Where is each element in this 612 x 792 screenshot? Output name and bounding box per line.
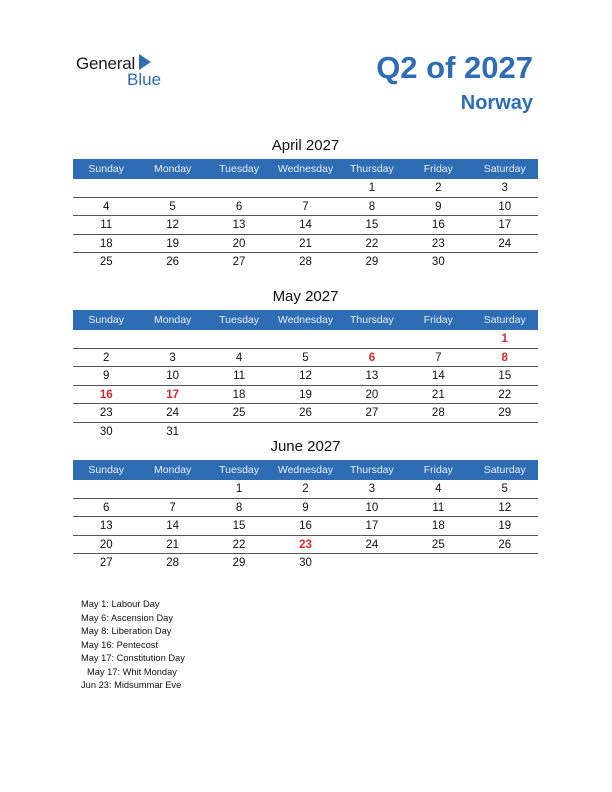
weekday-label: Monday — [153, 163, 192, 175]
day-cell: 30 — [431, 256, 445, 268]
day-cell: 28 — [299, 256, 312, 268]
day-cell: 26 — [498, 538, 512, 551]
holiday-day-cell: 16 — [99, 388, 113, 401]
day-cell: 10 — [166, 370, 180, 382]
month-june — [73, 438, 538, 572]
day-cell: 23 — [99, 407, 113, 419]
day-cell: 22 — [365, 237, 379, 250]
week-row — [73, 330, 538, 349]
day-cell: 11 — [100, 219, 113, 231]
week-row — [73, 367, 538, 386]
day-cell — [405, 554, 471, 572]
weekday-label: Friday — [423, 314, 453, 326]
day-cell — [139, 330, 205, 348]
day-cell: 10 — [365, 501, 379, 514]
weekday-label: Thursday — [350, 464, 394, 476]
day-cell: 7 — [169, 501, 176, 514]
brand-name-blue: Blue — [127, 70, 162, 89]
day-cell — [472, 253, 538, 271]
weekday-label: Wednesday — [277, 314, 334, 326]
day-cell: 7 — [302, 200, 309, 213]
month-title: June 2027 — [270, 438, 341, 455]
day-cell: 6 — [103, 501, 110, 514]
week-row — [73, 554, 538, 572]
week-row — [73, 480, 538, 499]
day-cell: 7 — [435, 351, 442, 364]
holiday-day-cell: 6 — [368, 351, 376, 364]
month-title: May 2027 — [272, 288, 339, 305]
holiday-day-cell: 17 — [166, 388, 180, 401]
day-cell: 25 — [232, 407, 246, 419]
day-cell — [339, 330, 405, 348]
weekday-label: Tuesday — [219, 314, 259, 326]
day-cell: 21 — [299, 237, 312, 250]
holiday-list — [81, 598, 185, 693]
day-cell: 4 — [435, 483, 442, 495]
weekday-label: Saturday — [483, 163, 526, 175]
day-cell: 22 — [498, 388, 512, 401]
day-cell: 27 — [232, 256, 246, 268]
day-cell: 24 — [498, 237, 512, 250]
day-cell: 18 — [232, 388, 246, 401]
day-cell: 21 — [166, 538, 180, 551]
day-cell: 13 — [99, 520, 113, 532]
weekday-header — [73, 460, 538, 480]
day-cell: 2 — [435, 182, 442, 194]
day-cell: 27 — [365, 407, 379, 419]
day-cell: 20 — [232, 237, 246, 250]
day-cell: 17 — [498, 219, 512, 231]
day-cell: 17 — [365, 520, 379, 532]
day-cell: 11 — [233, 370, 246, 382]
day-cell: 12 — [299, 370, 312, 382]
day-cell: 29 — [498, 407, 512, 419]
day-cell: 5 — [501, 483, 508, 495]
weekday-label: Tuesday — [219, 163, 259, 175]
weekday-label: Thursday — [350, 163, 394, 175]
week-row — [73, 216, 538, 235]
day-cell: 24 — [365, 538, 379, 551]
day-cell: 14 — [166, 520, 180, 532]
day-cell: 3 — [501, 182, 508, 194]
holiday-item: May 8: Liberation Day — [81, 626, 172, 636]
day-cell — [73, 179, 139, 197]
page-title: Q2 of 2027 — [376, 50, 533, 85]
day-cell: 16 — [431, 219, 445, 231]
day-cell — [472, 554, 538, 572]
day-cell: 5 — [169, 200, 176, 213]
weekday-label: Sunday — [88, 163, 125, 175]
weekday-label: Sunday — [88, 464, 125, 476]
weekday-label: Wednesday — [277, 464, 334, 476]
day-cell: 4 — [103, 200, 110, 213]
day-cell: 12 — [166, 219, 180, 231]
day-cell: 25 — [99, 256, 113, 268]
day-cell: 10 — [498, 200, 512, 213]
week-row — [73, 198, 538, 217]
day-cell: 19 — [166, 237, 180, 250]
day-cell: 23 — [431, 237, 445, 250]
day-cell — [139, 179, 205, 197]
holiday-item: May 17: Whit Monday — [87, 666, 177, 677]
day-cell: 27 — [99, 557, 113, 569]
day-cell: 3 — [368, 483, 376, 495]
day-cell: 29 — [232, 557, 246, 569]
day-cell: 15 — [232, 520, 246, 532]
holiday-item: May 6: Ascension Day — [81, 612, 173, 623]
weekday-label: Friday — [423, 163, 453, 175]
day-cell: 16 — [299, 520, 312, 532]
weekday-label: Saturday — [483, 464, 526, 476]
weekday-label: Thursday — [350, 314, 394, 326]
week-row — [73, 536, 538, 555]
brand-name-general: General — [76, 54, 136, 73]
week-row — [73, 499, 538, 518]
day-cell: 6 — [235, 200, 243, 213]
day-cell: 3 — [169, 351, 176, 364]
day-cell: 9 — [435, 200, 442, 213]
week-row — [73, 179, 538, 198]
brand-triangle-icon — [139, 54, 151, 70]
day-cell — [405, 330, 471, 348]
holiday-day-cell: 23 — [299, 538, 312, 551]
day-cell: 30 — [299, 557, 312, 569]
day-cell: 1 — [368, 182, 376, 194]
holiday-item: Jun 23: Midsummar Eve — [81, 680, 182, 690]
week-row — [73, 517, 538, 536]
day-cell: 2 — [302, 483, 309, 495]
day-cell: 12 — [498, 501, 512, 514]
holiday-item: May 17: Constitution Day — [81, 653, 185, 663]
day-cell: 31 — [166, 425, 180, 438]
brand-logo — [76, 52, 176, 92]
day-cell — [73, 480, 139, 498]
day-cell — [73, 330, 139, 348]
day-cell: 14 — [431, 370, 445, 382]
day-cell: 1 — [235, 483, 243, 495]
week-row — [73, 404, 538, 423]
holiday-day-cell: 8 — [501, 351, 508, 364]
day-cell: 20 — [365, 388, 379, 401]
day-cell: 26 — [299, 407, 312, 419]
day-cell: 5 — [302, 351, 309, 364]
day-cell: 22 — [232, 538, 246, 551]
day-cell: 28 — [166, 557, 180, 569]
weekday-label: Monday — [153, 464, 192, 476]
weekday-label: Tuesday — [219, 464, 259, 476]
day-cell: 9 — [103, 370, 110, 382]
day-cell: 13 — [365, 370, 379, 382]
day-cell: 15 — [365, 219, 379, 231]
day-cell: 25 — [431, 538, 445, 551]
page-subtitle: Norway — [460, 92, 533, 114]
holiday-day-cell: 1 — [501, 333, 508, 345]
holiday-item: May 16: Pentecost — [81, 639, 158, 650]
day-cell — [339, 554, 405, 572]
month-april — [73, 137, 538, 271]
day-cell — [206, 330, 272, 348]
day-cell: 21 — [431, 388, 445, 401]
day-cell: 13 — [232, 219, 246, 231]
day-cell: 29 — [365, 256, 379, 268]
month-may — [73, 288, 538, 440]
day-cell: 19 — [299, 388, 312, 401]
day-cell: 15 — [498, 370, 512, 382]
weekday-label: Wednesday — [277, 163, 334, 175]
weekday-label: Sunday — [88, 314, 125, 326]
day-cell: 19 — [498, 520, 512, 532]
day-cell — [139, 480, 205, 498]
week-row — [73, 386, 538, 405]
week-row — [73, 235, 538, 254]
month-title: April 2027 — [271, 137, 340, 154]
day-cell: 26 — [166, 256, 180, 268]
weekday-label: Saturday — [483, 314, 526, 326]
day-cell: 8 — [368, 200, 376, 213]
day-cell: 14 — [299, 219, 312, 231]
weekday-header — [73, 310, 538, 330]
day-cell: 18 — [99, 237, 113, 250]
day-cell: 30 — [99, 425, 113, 438]
week-row — [73, 253, 538, 271]
day-cell: 2 — [103, 351, 110, 364]
day-cell: 11 — [432, 501, 445, 514]
day-cell — [272, 330, 338, 348]
day-cell: 24 — [166, 407, 180, 419]
day-cell: 28 — [431, 407, 445, 419]
weekday-label: Friday — [423, 464, 453, 476]
holiday-item: May 1: Labour Day — [81, 599, 160, 609]
day-cell: 18 — [431, 520, 445, 532]
weekday-header — [73, 159, 538, 179]
day-cell: 4 — [235, 351, 243, 364]
day-cell — [206, 179, 272, 197]
day-cell: 8 — [235, 501, 243, 514]
day-cell: 9 — [302, 501, 309, 514]
weekday-label: Monday — [153, 314, 192, 326]
day-cell: 20 — [99, 538, 113, 551]
week-row — [73, 349, 538, 368]
day-cell — [272, 179, 338, 197]
